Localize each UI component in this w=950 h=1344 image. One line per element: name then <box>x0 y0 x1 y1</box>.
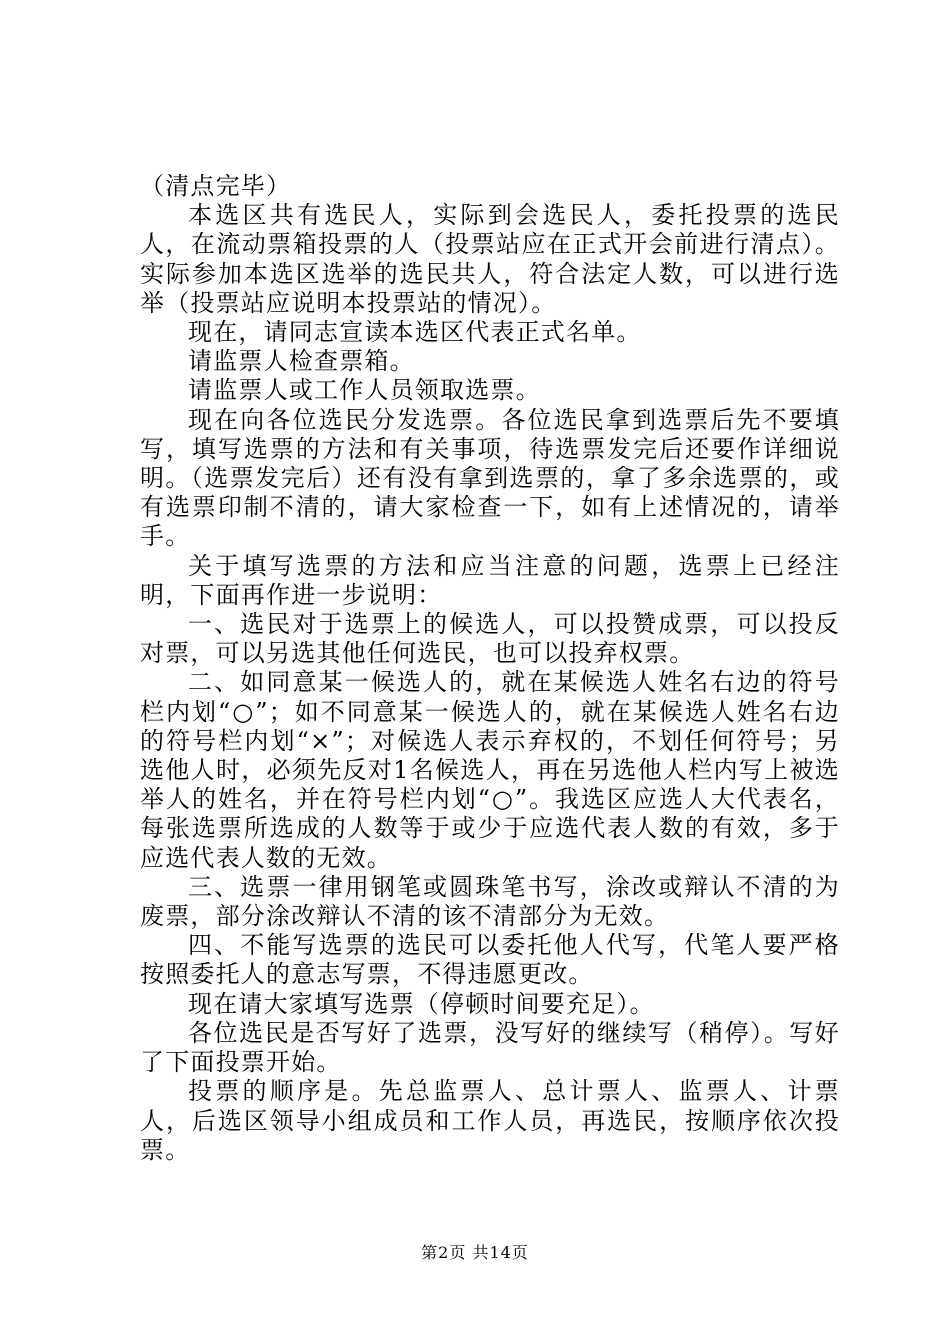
paragraph-read-list: 现在，请同志宣读本选区代表正式名单。 <box>188 318 642 347</box>
paragraph-voting-start: 各位选民是否写好了选票，没写好的继续写（稍停）。写好了下面投票开始。 <box>140 1018 840 1077</box>
paragraph-voter-count: 本选区共有选民人，实际到会选民人，委托投票的选民人，在流动票箱投票的人（投票站应在正式开会前进行清点）。实际参加本选区选举的选民共人，符合法定人数，可以进行选举（投票站应说明本投票站的情况）。 <box>140 201 840 317</box>
paragraph-fill-ballots: 现在请大家填写选票（停顿时间要充足）。 <box>188 989 655 1018</box>
paragraph-rule-four: 四、不能写选票的选民可以委托他人代写，代笔人要严格按照委托人的意志写票，不得违愿更改。 <box>140 931 840 989</box>
paragraph-check-ballot-box: 请监票人检查票箱。 <box>188 347 415 376</box>
paragraph-collect-ballots: 请监票人或工作人员领取选票。 <box>188 376 541 405</box>
document-body <box>140 172 840 1165</box>
page-footer: 第2页 共14页 <box>421 1243 529 1262</box>
paragraph-rule-two: 二、如同意某一候选人的，就在某候选人姓名右边的符号栏内划“○”；如不同意某一候选人的，就在某候选人姓名右边的符号栏内划“×”；对候选人表示弃权的，不划任何符号；另选他人时，必须先反对1名候选人，再在另选他人栏内写上被选举人的姓名，并在符号栏内划“○”。我选区应选人大代表名，每张选票所选成的人数等于或少于应选代表人数的有效，多于应选代表人数的无效。 <box>140 668 840 872</box>
paragraph-rule-one: 一、选民对于选票上的候选人，可以投赞成票，可以投反对票，可以另选其他任何选民，也可以投弃权票。 <box>140 610 840 668</box>
paragraph-voting-order: 投票的顺序是。先总监票人、总计票人、监票人、计票人，后选区领导小组成员和工作人员，再选民，按顺序依次投票。 <box>140 1077 840 1164</box>
paragraph-distribute-ballots: 现在向各位选民分发选票。各位选民拿到选票后先不要填写，填写选票的方法和有关事项，待选票发完后还要作详细说明。（选票发完后）还有没有拿到选票的，拿了多余选票的，或有选票印制不清的，请大家检查一下，如有上述情况的，请举手。 <box>140 405 840 551</box>
paragraph-rule-three: 三、选票一律用钢笔或圆珠笔书写，涂改或辩认不清的为废票，部分涂改辩认不清的该不清部分为无效。 <box>140 872 840 931</box>
paragraph-filling-method-intro: 关于填写选票的方法和应当注意的问题，选票上已经注明，下面再作进一步说明： <box>140 551 840 609</box>
paragraph-counting-complete: （清点完毕） <box>140 172 292 200</box>
